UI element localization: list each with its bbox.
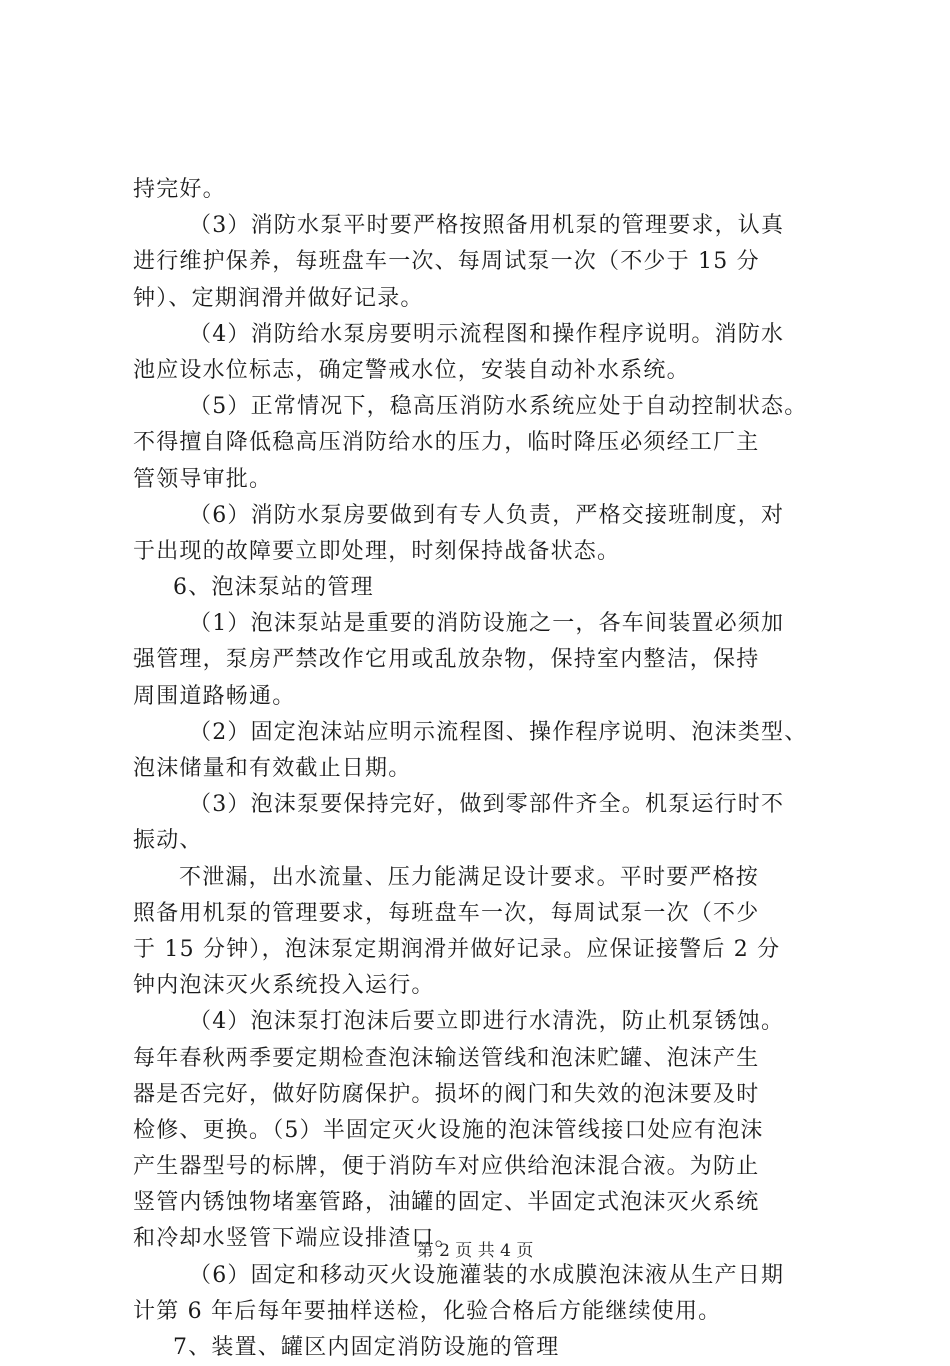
text-line: （4）消防给水泵房要明示流程图和操作程序说明。消防水 [189, 321, 785, 347]
section-heading: 6、泡沫泵站的管理 [173, 575, 374, 601]
text-line: （2）固定泡沫站应明示流程图、操作程序说明、泡沫类型、 [189, 719, 808, 745]
section-heading: 7、装置、罐区内固定消防设施的管理 [173, 1335, 560, 1360]
text-line: 振动、 [133, 828, 203, 854]
text-line: 进行维护保养，每班盘车一次、每周试泵一次（不少于 15 分 [133, 249, 760, 275]
text-line: （6）固定和移动灭火设施灌装的水成膜泡沫液从生产日期 [189, 1262, 785, 1288]
page-footer: 第 2 页 共 4 页 [416, 1241, 534, 1261]
text-line: 竖管内锈蚀物堵塞管路，油罐的固定、半固定式泡沫灭火系统 [133, 1190, 760, 1216]
text-line: 每年春秋两季要定期检查泡沫输送管线和泡沫贮罐、泡沫产生 [133, 1045, 760, 1071]
text-line: 池应设水位标志，确定警戒水位，安装自动补水系统。 [133, 357, 690, 383]
text-line: 钟内泡沫灭火系统投入运行。 [133, 973, 435, 999]
text-line: 计第 6 年后每年要抽样送检，化验合格后方能继续使用。 [133, 1298, 722, 1324]
text-line: 泡沫储量和有效截止日期。 [133, 756, 412, 781]
text-line: 不得擅自降低稳高压消防给水的压力，临时降压必须经工厂主 [133, 430, 760, 456]
text-line: （3）消防水泵平时要严格按照备用机泵的管理要求，认真 [189, 213, 785, 239]
text-line: 不泄漏，出水流量、压力能满足设计要求。平时要严格按 [179, 864, 760, 890]
text-line: 和冷却水竖管下端应设排渣口。 [133, 1226, 458, 1252]
document-body [133, 172, 833, 1366]
text-line: 管领导审批。 [133, 466, 273, 492]
text-line: （3）泡沫泵要保持完好，做到零部件齐全。机泵运行时不 [189, 792, 785, 818]
text-line: 检修、更换。（5）半固定灭火设施的泡沫管线接口处应有泡沫 [133, 1117, 764, 1143]
text-line: 于 15 分钟），泡沫泵定期润滑并做好记录。应保证接警后 2 分 [133, 936, 781, 962]
text-line: 器是否完好，做好防腐保护。损坏的阀门和失效的泡沫要及时 [133, 1081, 760, 1107]
text-line: （5）正常情况下，稳高压消防水系统应处于自动控制状态。 [189, 394, 808, 420]
text-line: 强管理，泵房严禁改作它用或乱放杂物，保持室内整洁，保持 [133, 647, 760, 673]
text-line: （6）消防水泵房要做到有专人负责，严格交接班制度，对 [189, 502, 785, 528]
text-line: 照备用机泵的管理要求，每班盘车一次，每周试泵一次（不少 [133, 900, 760, 926]
text-line: 产生器型号的标牌，便于消防车对应供给泡沫混合液。为防止 [133, 1154, 760, 1180]
text-line: （4）泡沫泵打泡沫后要立即进行水清洗，防止机泵锈蚀。 [189, 1009, 785, 1035]
text-line: 钟）、定期润滑并做好记录。 [133, 285, 424, 311]
text-line: 于出现的故障要立即处理，时刻保持战备状态。 [133, 538, 621, 564]
text-line: 周围道路畅通。 [133, 683, 296, 709]
text-line: 持完好。 [133, 177, 226, 202]
text-line: （1）泡沫泵站是重要的消防设施之一，各车间装置必须加 [189, 611, 785, 637]
